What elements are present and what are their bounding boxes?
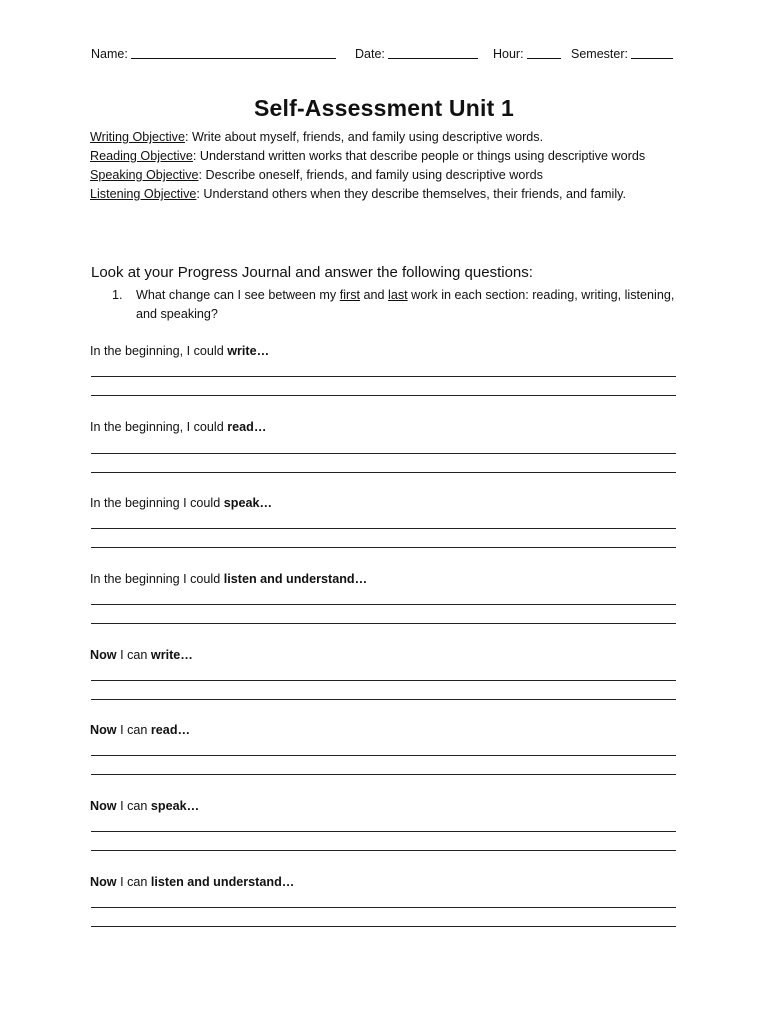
question-last: last xyxy=(388,288,408,302)
objective-text: : Understand written works that describe people or things using descriptive words xyxy=(192,149,646,163)
answer-line[interactable] xyxy=(91,604,676,605)
prompt-text: I can xyxy=(116,648,151,662)
objective-label: Writing Objective xyxy=(90,130,185,144)
objective-label: Reading Objective xyxy=(90,149,193,163)
instructions-heading: Look at your Progress Journal and answer the following questions: xyxy=(91,264,533,281)
prompt-skill: speak… xyxy=(223,496,273,510)
prompt-bold-prefix: Now xyxy=(90,875,117,889)
speaking-objective xyxy=(90,166,680,185)
prompt-bold-prefix: Now xyxy=(90,723,117,737)
prompt-skill: speak… xyxy=(150,799,200,813)
writing-objective xyxy=(90,128,680,147)
page-title: Self-Assessment Unit 1 xyxy=(253,95,515,121)
objectives-list xyxy=(90,128,680,204)
objective-text: : Describe oneself, friends, and family using descriptive words xyxy=(198,168,543,182)
name-field[interactable] xyxy=(91,46,336,61)
prompt-bold-prefix: Now xyxy=(90,799,117,813)
answer-line[interactable] xyxy=(91,699,676,700)
date-blank[interactable] xyxy=(388,46,478,59)
prompt-now-write xyxy=(90,648,193,662)
answer-line[interactable] xyxy=(91,755,676,756)
semester-label: Semester: xyxy=(571,47,628,61)
answer-line[interactable] xyxy=(91,472,676,473)
semester-field[interactable] xyxy=(571,46,673,61)
hour-label: Hour: xyxy=(493,47,524,61)
answer-line[interactable] xyxy=(91,850,676,851)
objective-label: Listening Objective xyxy=(90,187,197,201)
name-label: Name: xyxy=(91,47,128,61)
prompt-text: I can xyxy=(116,799,151,813)
prompt-text: In the beginning I could xyxy=(90,496,224,510)
name-blank[interactable] xyxy=(131,46,336,59)
reading-objective xyxy=(90,147,680,166)
answer-line[interactable] xyxy=(91,926,676,927)
question-1 xyxy=(112,286,682,324)
prompt-text: In the beginning, I could xyxy=(90,420,228,434)
prompt-skill: read… xyxy=(150,723,191,737)
prompt-begin-read xyxy=(90,420,266,434)
answer-line[interactable] xyxy=(91,547,676,548)
prompt-text: In the beginning, I could xyxy=(90,344,228,358)
prompt-bold-prefix: Now xyxy=(90,648,117,662)
answer-line[interactable] xyxy=(91,831,676,832)
answer-line[interactable] xyxy=(91,528,676,529)
prompt-skill: write… xyxy=(150,648,193,662)
objective-text: : Write about myself, friends, and family using descriptive words. xyxy=(184,130,544,144)
listening-objective xyxy=(90,185,680,204)
question-text xyxy=(136,286,682,324)
prompt-begin-listen xyxy=(90,572,367,586)
prompt-skill: listen and understand… xyxy=(150,875,295,889)
answer-line[interactable] xyxy=(91,395,676,396)
question-text-part: work in each section: reading, writing, listening, and speaking? xyxy=(136,288,675,321)
prompt-now-listen xyxy=(90,875,294,889)
prompt-text: I can xyxy=(116,875,151,889)
date-label: Date: xyxy=(355,47,385,61)
question-text-part: and xyxy=(360,288,389,302)
objective-text: : Understand others when they describe themselves, their friends, and family. xyxy=(196,187,626,201)
answer-line[interactable] xyxy=(91,680,676,681)
prompt-begin-speak xyxy=(90,496,272,510)
prompt-now-speak xyxy=(90,799,199,813)
question-first: first xyxy=(339,288,361,302)
date-field[interactable] xyxy=(355,46,478,61)
prompt-now-read xyxy=(90,723,190,737)
question-text-part: What change can I see between my xyxy=(136,288,340,302)
prompt-text: In the beginning I could xyxy=(90,572,224,586)
semester-blank[interactable] xyxy=(631,46,673,59)
prompt-begin-write xyxy=(90,344,269,358)
answer-line[interactable] xyxy=(91,774,676,775)
prompt-skill: read… xyxy=(227,420,267,434)
hour-field[interactable] xyxy=(493,46,561,61)
prompt-text: I can xyxy=(116,723,151,737)
prompt-skill: write… xyxy=(227,344,270,358)
objective-label: Speaking Objective xyxy=(90,168,199,182)
answer-line[interactable] xyxy=(91,907,676,908)
answer-line[interactable] xyxy=(91,376,676,377)
answer-line[interactable] xyxy=(91,453,676,454)
question-number: 1. xyxy=(112,288,123,302)
prompt-skill: listen and understand… xyxy=(223,572,368,586)
answer-line[interactable] xyxy=(91,623,676,624)
hour-blank[interactable] xyxy=(527,46,561,59)
